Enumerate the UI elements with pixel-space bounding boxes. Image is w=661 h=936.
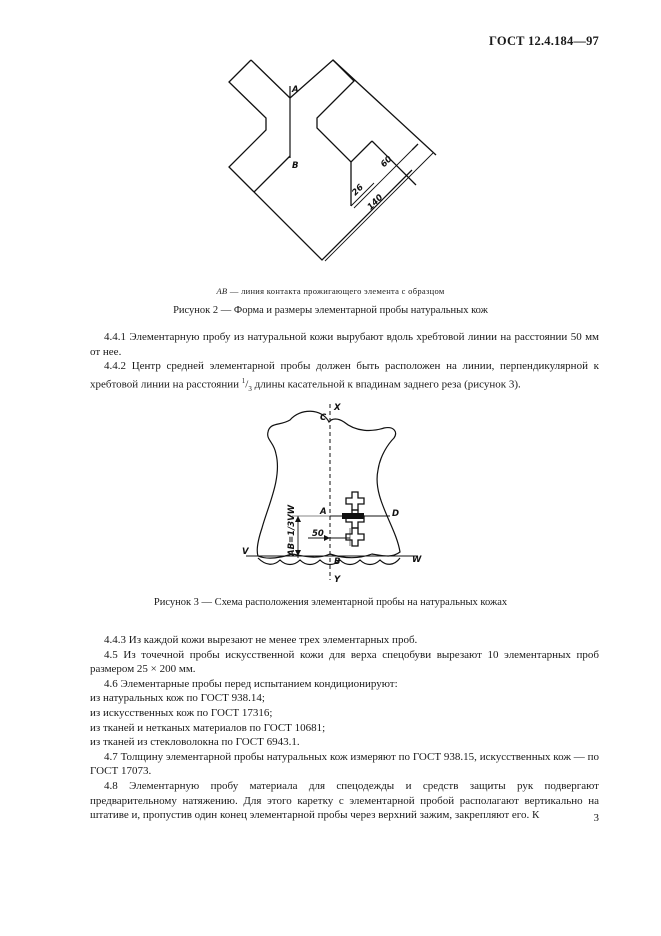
hide-outline <box>257 411 400 558</box>
paragraph-4-7: 4.7 Толщину элементарной пробы натуральных кож измеряют по ГОСТ 938.15, искусственных кож — по ГОСТ 17073. <box>90 750 599 778</box>
figure-2-note <box>0 286 661 296</box>
p442-before: 4.4.2 Центр средней элементарной пробы должен быть расположен на линии, перпендикулярной к хребтовой линии на расстоянии <box>90 360 599 391</box>
paragraph-4-5: 4.5 Из точечной пробы искусственной кожи для верха спецобуви вырезают 10 элементарных проб размером 25 × 200 мм. <box>90 648 599 676</box>
list-item: из натуральных кож по ГОСТ 938.14; <box>90 692 265 705</box>
label-y: Y <box>334 575 341 585</box>
specimen-cross-1 <box>346 492 364 510</box>
fraction-denominator: 3 <box>248 384 252 393</box>
note-text: — линия контакта прожигающего элемента с образцом <box>227 286 445 296</box>
paragraphs-section-1 <box>90 330 599 396</box>
paragraph-4-4-1: 4.4.1 Элементарную пробу из натуральной кожи вырубают вдоль хребтовой линии на расстоянии 50 мм от нее. <box>90 331 599 358</box>
figure-2-caption: Рисунок 2 — Форма и размеры элементарной пробы натуральных кож <box>173 305 488 316</box>
dim-140: 140 <box>365 192 386 213</box>
page-number: 3 <box>593 812 599 824</box>
list-item: из искусственных кож по ГОСТ 17316; <box>90 706 273 719</box>
label-a: A <box>292 85 299 95</box>
label-w: W <box>412 555 422 565</box>
label-v: V <box>242 547 249 557</box>
fraction-numerator: 1 <box>241 376 246 385</box>
paragraph-4-4-2: 4.4.2 Центр средней элементарной пробы должен быть расположен на линии, перпендикулярной к хребтовой линии на расстоянии $^1/_3$ длины касательной к впадинам заднего реза (рисунок 3). <box>90 360 599 393</box>
standard-code: ГОСТ 12.4.184—97 <box>489 34 599 48</box>
dim-50: 50 <box>312 529 324 539</box>
label-a: A <box>320 507 327 517</box>
label-c: C <box>320 413 327 423</box>
figure-2-drawing <box>220 56 445 266</box>
label-b: B <box>292 161 299 171</box>
paragraph-4-8: 4.8 Элементарную пробу материала для спецодежды и средств защиты рук подвергают предварительному натяжению. Для этого каретку с элементарной пробой располагают вертикально на штативе и, пропустив один конец элементарной пробы через верхний зажим, закрепляют его. К <box>90 779 599 822</box>
note-prefix: AB <box>216 286 228 296</box>
paragraph-4-6: 4.6 Элементарные пробы перед испытанием кондиционируют: <box>104 677 398 690</box>
label-b: B <box>334 557 341 567</box>
specimen-center-mark <box>342 513 364 519</box>
figure-3-caption: Рисунок 3 — Схема расположения элементарной пробы на натуральных кожах <box>153 597 508 608</box>
label-x: X <box>334 403 341 413</box>
dim-60: 60 <box>379 154 395 170</box>
label-d: D <box>392 509 400 519</box>
dim-26: 26 <box>350 182 366 199</box>
list-item: из тканей из стекловолокна по ГОСТ 6943.1. <box>90 736 300 749</box>
specimen-cross-3 <box>346 528 364 546</box>
dim-ab: AB=1/3VW <box>287 504 297 556</box>
list-item: из тканей и нетканых материалов по ГОСТ 10681; <box>90 721 326 734</box>
paragraphs-section-2 <box>90 633 599 823</box>
p442-after: длины касательной к впадинам заднего реза (рисунок 3). <box>251 378 521 391</box>
figure-3-drawing <box>238 398 438 588</box>
paragraph-4-4-3: 4.4.3 Из каждой кожи вырезают не менее трех элементарных проб. <box>104 634 418 646</box>
